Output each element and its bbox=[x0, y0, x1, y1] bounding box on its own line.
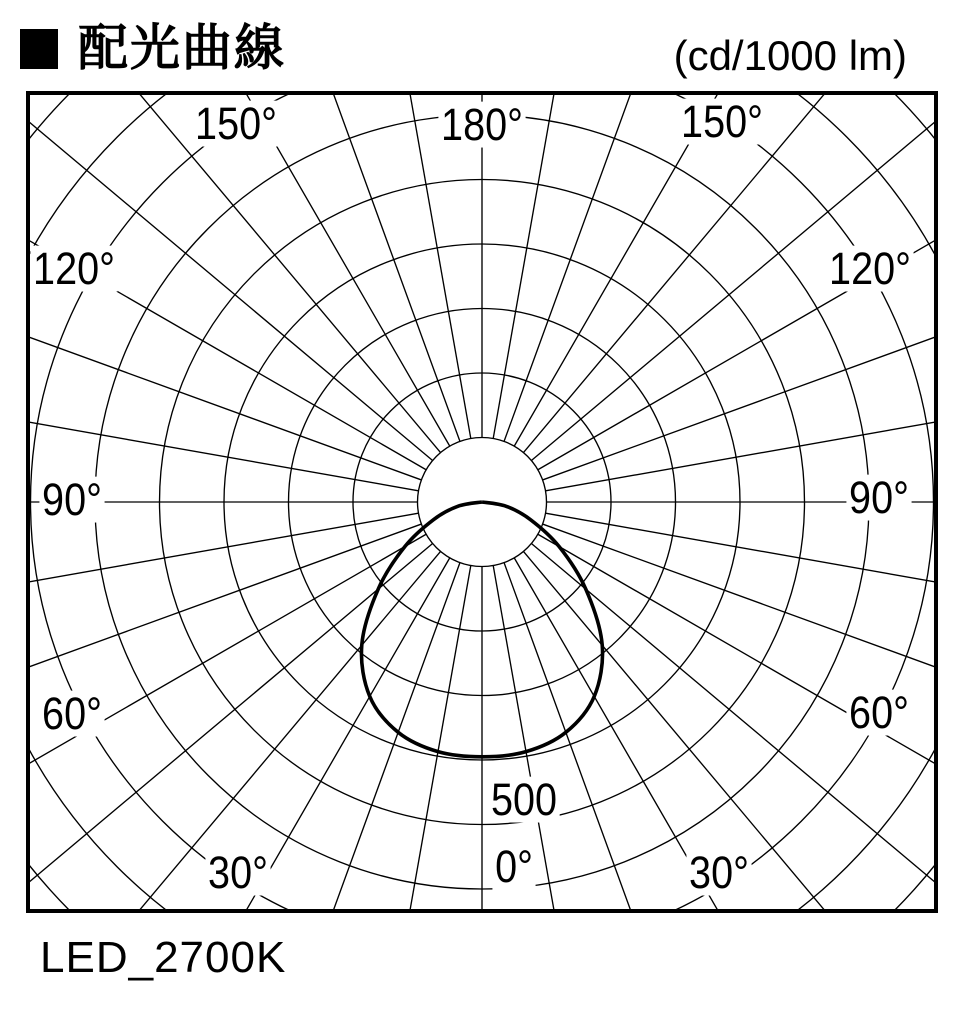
angle-label bbox=[492, 842, 535, 892]
angle-label bbox=[30, 244, 117, 294]
radial-line-150 bbox=[514, 0, 802, 446]
angle-label-text: 120° bbox=[33, 243, 115, 294]
angle-label-text: 90° bbox=[42, 474, 102, 525]
angle-label bbox=[826, 244, 913, 294]
angle-label-text: 150° bbox=[195, 98, 277, 149]
radial-line-170 bbox=[493, 0, 593, 438]
radial-line-160 bbox=[504, 0, 701, 441]
radial-line-250 bbox=[0, 283, 421, 480]
radial-line-240 bbox=[0, 182, 426, 470]
angle-label bbox=[846, 473, 911, 523]
angle-label-text: 90° bbox=[849, 472, 909, 523]
radial-line-140 bbox=[523, 12, 893, 453]
radial-line-120 bbox=[538, 182, 953, 470]
angle-label bbox=[678, 97, 765, 147]
angle-label-text: 60° bbox=[42, 688, 102, 739]
page-title: 配光曲線 bbox=[78, 20, 286, 76]
radial-line-80 bbox=[546, 513, 953, 613]
angle-label-text: 60° bbox=[849, 687, 909, 738]
angle-label bbox=[192, 99, 279, 149]
angle-label bbox=[205, 848, 270, 898]
units-label: (cd/1000 lm) bbox=[673, 32, 907, 79]
series-label: LED_2700K bbox=[40, 933, 287, 982]
ring-value-label-text: 500 bbox=[490, 774, 558, 825]
angle-label bbox=[39, 475, 104, 525]
angle-label-text: 30° bbox=[208, 847, 268, 898]
angle-label-text: 180° bbox=[441, 99, 523, 150]
angle-label bbox=[438, 100, 525, 150]
angle-label bbox=[39, 689, 104, 739]
radial-line-220 bbox=[71, 12, 441, 453]
ring-value-label bbox=[488, 775, 559, 825]
radial-line-210 bbox=[162, 0, 450, 446]
radial-line-190 bbox=[371, 0, 471, 438]
radial-line-40 bbox=[523, 551, 893, 992]
angle-label bbox=[686, 848, 751, 898]
chart-labels bbox=[30, 97, 913, 898]
angle-label bbox=[846, 688, 911, 738]
angle-label-text: 0° bbox=[495, 841, 533, 892]
angle-label-text: 30° bbox=[689, 847, 749, 898]
angle-label-text: 150° bbox=[681, 96, 763, 147]
radial-line-320 bbox=[71, 551, 441, 992]
radial-line-350 bbox=[371, 566, 471, 1030]
angle-label-text: 120° bbox=[829, 243, 911, 294]
radial-line-200 bbox=[263, 0, 460, 441]
